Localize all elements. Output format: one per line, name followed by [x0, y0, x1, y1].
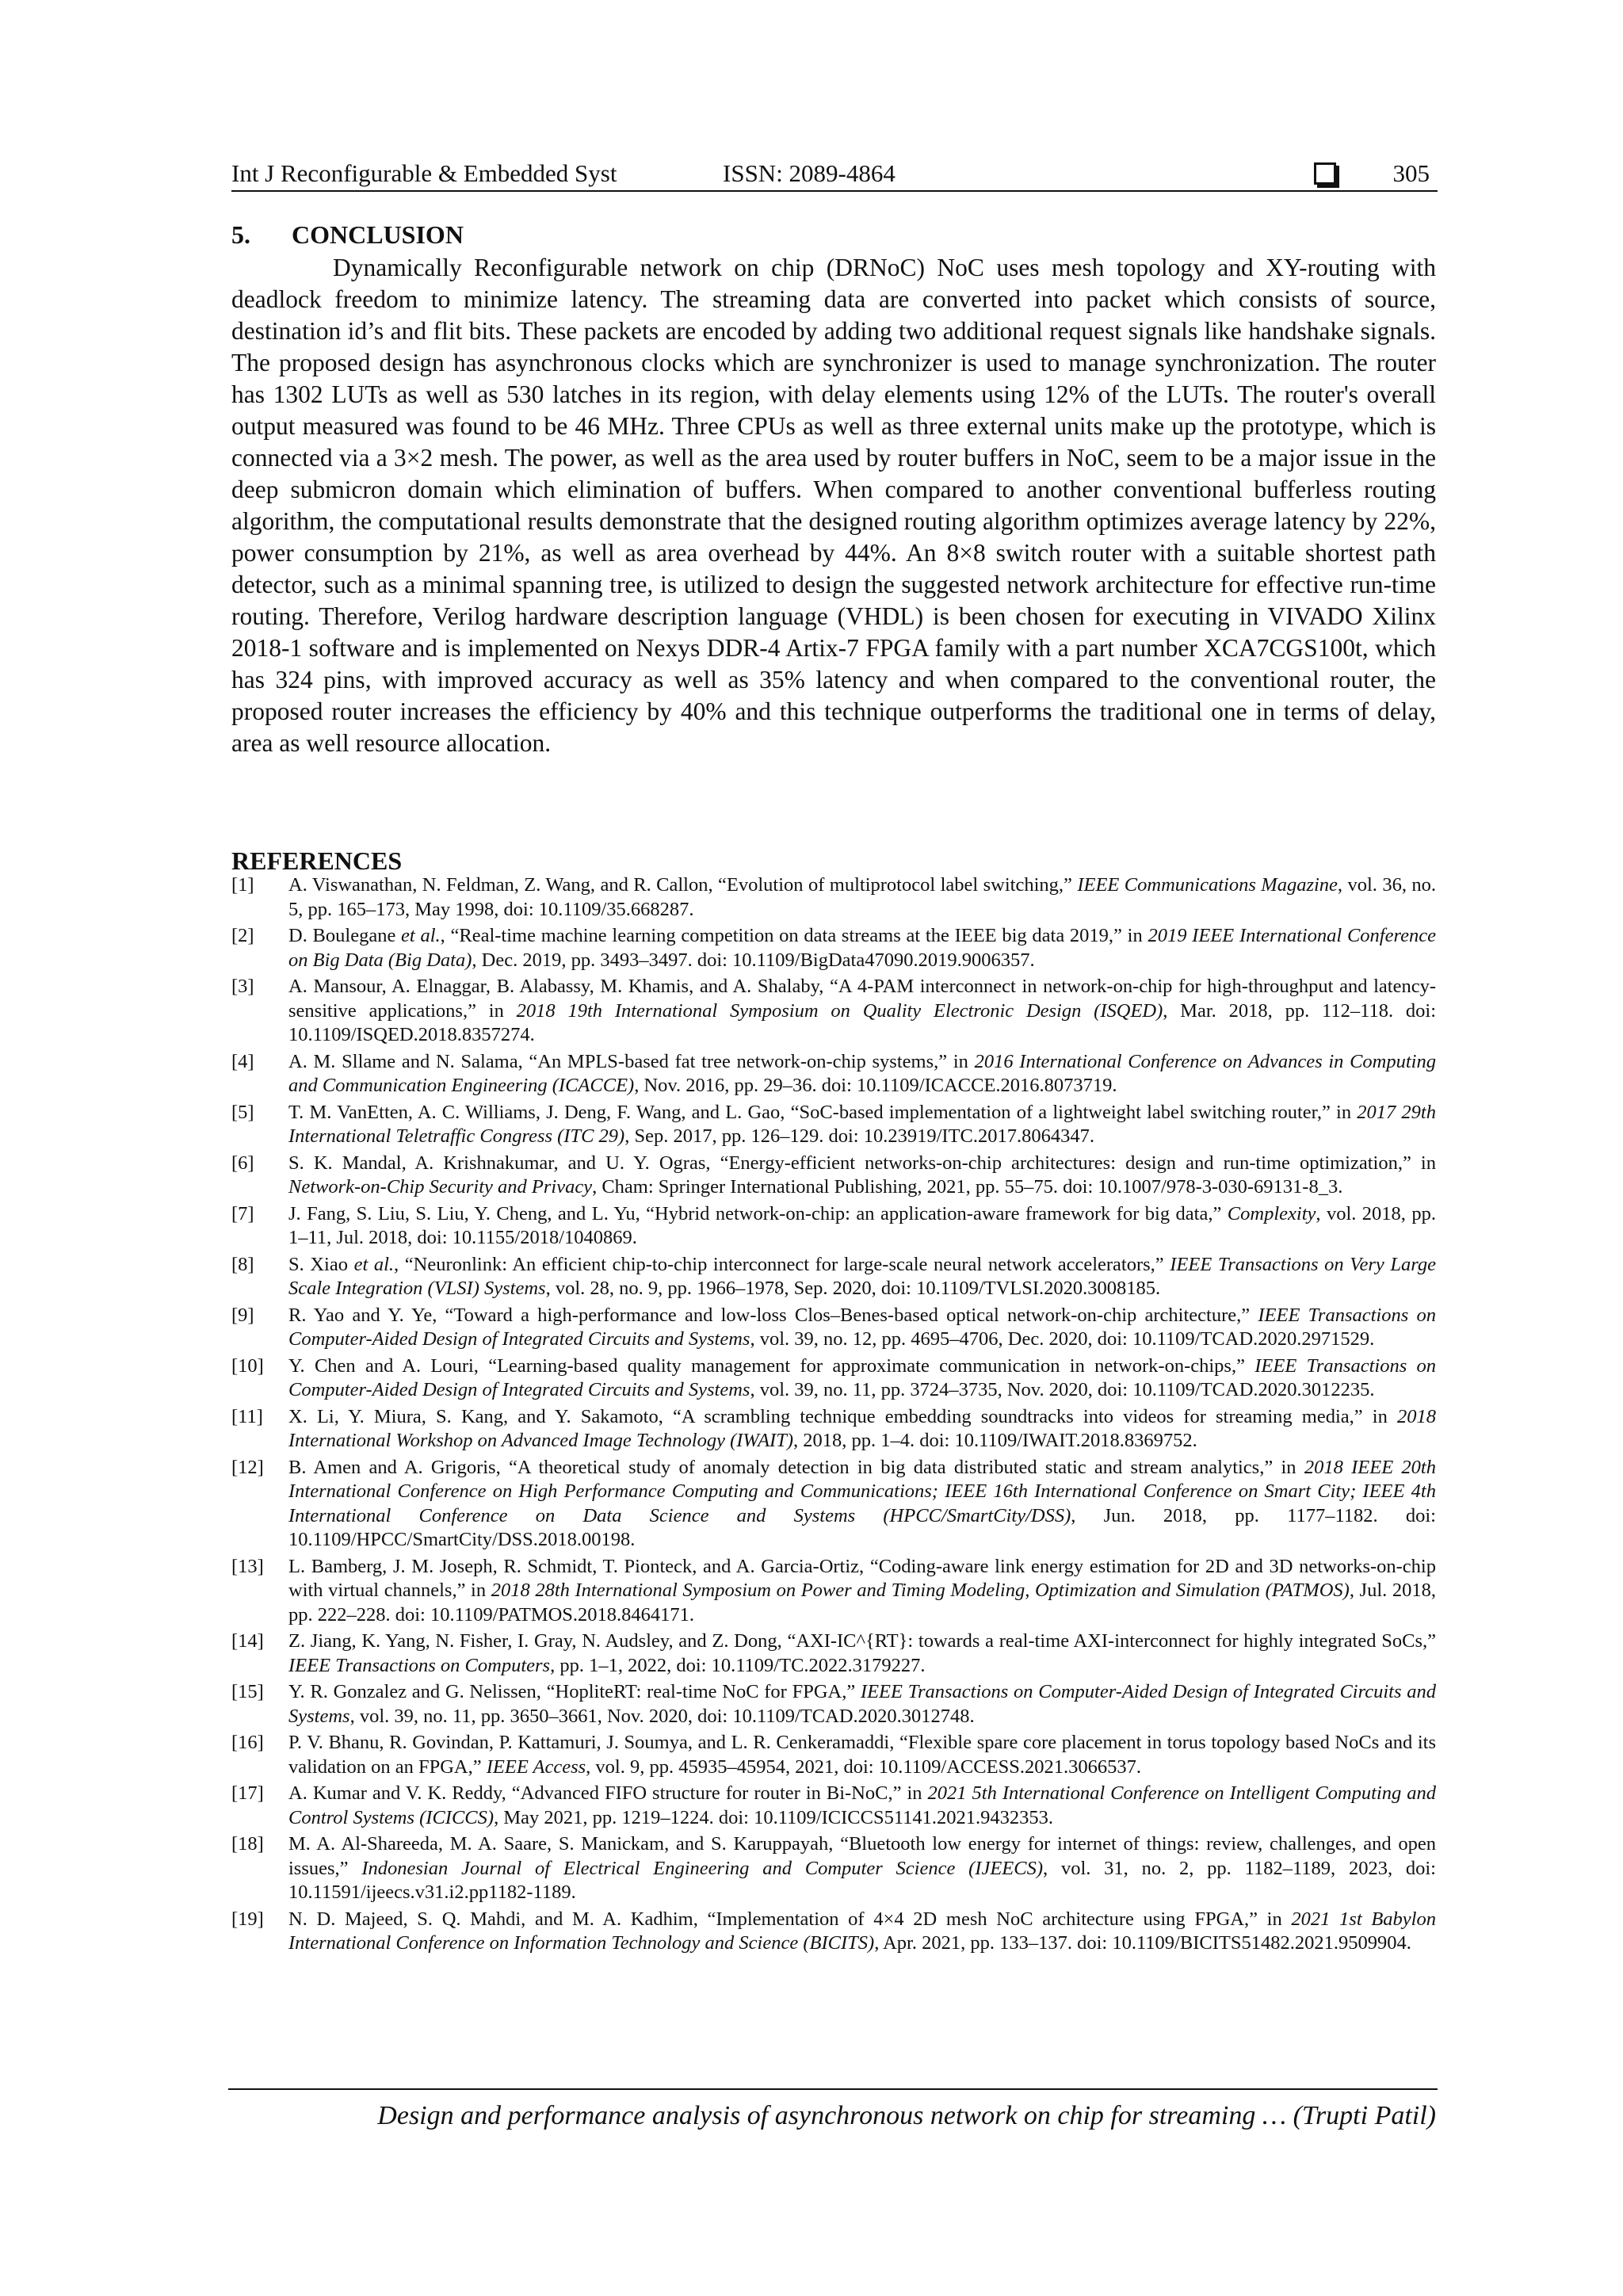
reference-details: , vol. 36, no. 5, pp. 165–173, May 1998, doi: 10.1109/35.668287. [288, 874, 1436, 920]
reference-title: , “Neuronlink: An efficient chip-to-chip interconnect for large-scale neural network accelerators,” [394, 1253, 1170, 1275]
section-number: 5. [231, 220, 250, 249]
reference-venue: IEEE Communications Magazine [1077, 874, 1338, 896]
reference-authors-title: S. Xiao [288, 1253, 354, 1275]
reference-number: [6] [231, 1152, 254, 1174]
reference-venue: Indonesian Journal of Electrical Engineering and Computer Science (IJEECS) [361, 1857, 1044, 1879]
reference-item [231, 1405, 1436, 1454]
reference-number: [11] [231, 1405, 263, 1427]
reference-details: , Mar. 2018, pp. 112–118. doi: 10.1109/ISQED.2018.8357274. [288, 999, 1436, 1045]
reference-details: , Apr. 2021, pp. 133–137. doi: 10.1109/BICITS51482.2021.9509904. [874, 1932, 1411, 1954]
reference-number: [19] [231, 1908, 264, 1930]
reference-item [231, 975, 1436, 1048]
conclusion-heading [231, 219, 464, 250]
reference-number: [15] [231, 1681, 264, 1702]
reference-number: [10] [231, 1354, 264, 1377]
reference-number: [14] [231, 1630, 264, 1652]
reference-number: [16] [231, 1732, 264, 1753]
reference-item [231, 1908, 1436, 1956]
reference-number: [12] [231, 1456, 264, 1478]
references-list [231, 873, 1436, 1958]
reference-authors-title: J. Fang, S. Liu, S. Liu, Y. Cheng, and L. Yu, “Hybrid network-on-chip: an application-aware framework for big data,” [288, 1202, 1228, 1224]
reference-authors-title: A. Kumar and V. K. Reddy, “Advanced FIFO structure for router in Bi-NoC,” in [288, 1782, 928, 1804]
reference-authors-title: Z. Jiang, K. Yang, N. Fisher, I. Gray, N. Audsley, and Z. Dong, “AXI-IC^{RT}: towards a real-time AXI-interconnect for highly integrated SoCs,” [288, 1630, 1436, 1652]
reference-authors-title: D. Boulegane [288, 925, 402, 946]
running-footer: Design and performance analysis of asynchronous network on chip for streaming … (Trupti Patil) [377, 2101, 1436, 2130]
reference-number: [18] [231, 1833, 264, 1855]
reference-venue: IEEE Transactions on Very Large Scale Integration (VLSI) Systems [288, 1253, 1436, 1299]
reference-details: , Sep. 2017, pp. 126–129. doi: 10.23919/ITC.2017.8064347. [624, 1125, 1094, 1147]
reference-item [231, 1629, 1436, 1678]
reference-item [231, 1202, 1436, 1251]
reference-item [231, 1152, 1436, 1200]
reference-details: , Jun. 2018, pp. 1177–1182. doi: 10.1109/HPCC/SmartCity/DSS.2018.00198. [288, 1504, 1436, 1550]
reference-details: , May 2021, pp. 1219–1224. doi: 10.1109/ICICCS51141.2021.9432353. [494, 1806, 1054, 1828]
reference-number: [13] [231, 1555, 264, 1577]
reference-item [231, 1555, 1436, 1628]
reference-number: [2] [231, 925, 254, 946]
reference-item [231, 1731, 1436, 1779]
reference-authors-title: R. Yao and Y. Ye, “Toward a high-performance and low-loss Clos–Benes-based optical network-on-chip architecture,” [288, 1304, 1258, 1326]
reference-details: , 2018, pp. 1–4. doi: 10.1109/IWAIT.2018.8369752. [793, 1430, 1197, 1451]
section-title: CONCLUSION [292, 220, 464, 249]
reference-venue: 2018 28th International Symposium on Power and Timing Modeling, Optimization and Simulation (PATMOS) [491, 1580, 1350, 1601]
reference-et-al: et al. [353, 1253, 395, 1275]
reference-details: , vol. 28, no. 9, pp. 1966–1978, Sep. 2020, doi: 10.1109/TVLSI.2020.3008185. [545, 1278, 1161, 1299]
reference-item [231, 1680, 1436, 1729]
reference-venue: IEEE Transactions on Computers [288, 1654, 551, 1676]
reference-venue: 2016 International Conference on Advances in Computing and Communication Engineering (ICACCE) [288, 1050, 1436, 1096]
reference-number: [4] [231, 1050, 254, 1072]
reference-venue: 2017 29th International Teletraffic Congress (ITC 29) [288, 1101, 1436, 1147]
reference-number: [3] [231, 976, 254, 997]
reference-details: , vol. 9, pp. 45935–45954, 2021, doi: 10.1109/ACCESS.2021.3066537. [586, 1755, 1141, 1778]
footer-rule [228, 2088, 1438, 2090]
reference-authors-title: S. K. Mandal, A. Krishnakumar, and U. Y. Ogras, “Energy-efficient networks-on-chip architectures: design and run-time optimization,” in [288, 1152, 1436, 1174]
reference-item [231, 1304, 1436, 1352]
reference-venue: 2018 IEEE 20th International Conference on High Performance Computing and Communications; IEEE 16th International Conference on Smart City; IEEE 4th International Conference on Data Science and Systems (HPCC/SmartCity/DSS) [288, 1456, 1436, 1526]
reference-venue: IEEE Access [486, 1755, 586, 1778]
reference-item [231, 924, 1436, 972]
reference-venue: 2018 19th International Symposium on Quality Electronic Design (ISQED) [516, 999, 1163, 1022]
reference-authors-title: M. A. Al-Shareeda, M. A. Saare, S. Manickam, and S. Karuppayah, “Bluetooth low energy for internet of things: review, challenges, and open issues,” [288, 1833, 1436, 1879]
reference-venue: Network-on-Chip Security and Privacy [288, 1176, 593, 1198]
reference-details: , Jul. 2018, pp. 222–228. doi: 10.1109/PATMOS.2018.8464171. [288, 1580, 1437, 1626]
reference-details: , vol. 39, no. 11, pp. 3724–3735, Nov. 2020, doi: 10.1109/TCAD.2020.3012235. [750, 1379, 1375, 1400]
reference-venue: 2021 1st Babylon International Conference on Information Technology and Science (BICITS) [288, 1908, 1436, 1954]
references-heading: REFERENCES [231, 846, 403, 875]
journal-name: Int J Reconfigurable & Embedded Syst [231, 159, 617, 187]
reference-item [231, 873, 1436, 922]
reference-number: [8] [231, 1253, 254, 1275]
reference-authors-title: N. D. Majeed, S. Q. Mahdi, and M. A. Kadhim, “Implementation of 4×4 2D mesh NoC architecture using FPGA,” in [288, 1908, 1292, 1930]
reference-venue: IEEE Transactions on Computer-Aided Design of Integrated Circuits and Systems [288, 1354, 1437, 1400]
reference-number: [9] [231, 1304, 254, 1326]
page-number: 305 [1392, 159, 1430, 187]
running-header [231, 155, 1436, 192]
reference-item [231, 1101, 1436, 1149]
reference-number: [17] [231, 1782, 264, 1804]
reference-venue: Complexity [1227, 1202, 1316, 1224]
reference-item [231, 1832, 1436, 1905]
header-rule [231, 190, 1438, 192]
reference-details: , Nov. 2016, pp. 29–36. doi: 10.1109/ICACCE.2016.8073719. [634, 1075, 1117, 1096]
reference-venue: IEEE Transactions on Computer-Aided Design of Integrated Circuits and Systems [288, 1681, 1436, 1727]
reference-venue: 2018 International Workshop on Advanced Image Technology (IWAIT) [288, 1405, 1436, 1451]
reference-authors-title: P. V. Bhanu, R. Govindan, P. Kattamuri, J. Soumya, and L. R. Cenkeramaddi, “Flexible spare core placement in torus topology based NoCs and its validation on an FPGA,” [288, 1732, 1436, 1778]
reference-venue: 2019 IEEE International Conference on Big Data (Big Data) [288, 925, 1436, 971]
reference-et-al: et al. [401, 925, 441, 946]
reference-details: , Cham: Springer International Publishing, 2021, pp. 55–75. doi: 10.1007/978-3-030-69131-8_3. [592, 1176, 1343, 1198]
conclusion-body: Dynamically Reconfigurable network on chip (DRNoC) NoC uses mesh topology and XY-routing with deadlock freedom to minimize latency. The streaming data are converted into packet which consists of source, destination id’s and flit bits. These packets are encoded by adding two additional request signals like handshake signals. The proposed design has asynchronous clocks which are synchronizer is used to manage synchronization. The router has 1302 LUTs as well as 530 latches in its region, with delay elements using 12% of the LUTs. The router's overall output measured was found to be 46 MHz. Three CPUs as well as three external units make up the prototype, which is connected via a 3×2 mesh. The power, as well as the area used by router buffers in NoC, seem to be a major issue in the deep submicron domain which elimination of buffers. When compared to another conventional bufferless routing algorithm, the computational results demonstrate that the designed routing algorithm optimizes average latency by 22%, power consumption by 21%, as well as area overhead by 44%. An 8×8 switch router with a suitable shortest path detector, such as a minimal spanning tree, is utilized to design the suggested network architecture for effective run-time routing. Therefore, Verilog hardware description language (VHDL) is been chosen for executing in VIVADO Xilinx 2018-1 software and is implemented on Nexys DDR-4 Artix-7 FPGA family with a part number XCA7CGS100t, which has 324 pins, with improved accuracy as well as 35% latency and when compared to the conventional router, the proposed router increases the efficiency by 40% and this technique outperforms the traditional one in terms of delay, area as well resource allocation. [231, 254, 1436, 757]
reference-authors-title: L. Bamberg, J. M. Joseph, R. Schmidt, T. Pionteck, and A. Garcia-Ortiz, “Coding-aware link energy estimation for 2D and 3D networks-on-chip with virtual channels,” in [288, 1555, 1436, 1601]
reference-authors-title: Y. Chen and A. Louri, “Learning-based quality management for approximate communication in network-on-chips,” [288, 1354, 1255, 1377]
reference-title: , “Real-time machine learning competition on data streams at the IEEE big data 2019,” in [440, 925, 1148, 946]
reference-item [231, 1782, 1436, 1830]
reference-details: , Dec. 2019, pp. 3493–3497. doi: 10.1109/BigData47090.2019.9006357. [472, 949, 1035, 971]
reference-item [231, 1253, 1436, 1301]
reference-venue: 2021 5th International Conference on Intelligent Computing and Control Systems (ICICCS) [288, 1782, 1436, 1828]
issn: ISSN: 2089-4864 [723, 159, 896, 187]
reference-authors-title: T. M. VanEtten, A. C. Williams, J. Deng, F. Wang, and L. Gao, “SoC-based implementation of a lightweight label switching router,” in [288, 1101, 1358, 1123]
reference-details: , pp. 1–1, 2022, doi: 10.1109/TC.2022.3179227. [550, 1654, 926, 1676]
reference-number: [1] [231, 874, 254, 896]
reference-authors-title: B. Amen and A. Grigoris, “A theoretical study of anomaly detection in big data distributed static and stream analytics,” in [288, 1456, 1304, 1478]
reference-details: , vol. 39, no. 12, pp. 4695–4706, Dec. 2020, doi: 10.1109/TCAD.2020.2971529. [750, 1328, 1375, 1350]
reference-number: [5] [231, 1101, 254, 1123]
reference-item [231, 1456, 1436, 1553]
reference-item [231, 1354, 1436, 1403]
checkbox-square-icon [1314, 162, 1336, 185]
reference-details: , vol. 39, no. 11, pp. 3650–3661, Nov. 2020, doi: 10.1109/TCAD.2020.3012748. [349, 1705, 975, 1727]
reference-details: , vol. 31, no. 2, pp. 1182–1189, 2023, doi: 10.11591/ijeecs.v31.i2.pp1182-1189. [288, 1857, 1436, 1903]
reference-authors-title: A. M. Sllame and N. Salama, “An MPLS-based fat tree network-on-chip systems,” in [288, 1050, 975, 1072]
reference-venue: IEEE Transactions on Computer-Aided Design of Integrated Circuits and Systems [288, 1304, 1436, 1350]
reference-authors-title: X. Li, Y. Miura, S. Kang, and Y. Sakamoto, “A scrambling technique embedding soundtracks into videos for streaming media,” in [288, 1405, 1397, 1427]
reference-authors-title: A. Mansour, A. Elnaggar, B. Alabassy, M. Khamis, and A. Shalaby, “A 4-PAM interconnect in network-on-chip for high-throughput and latency-sensitive applications,” in [288, 976, 1436, 1022]
reference-number: [7] [231, 1202, 254, 1224]
reference-authors-title: A. Viswanathan, N. Feldman, Z. Wang, and R. Callon, “Evolution of multiprotocol label switching,” [288, 874, 1078, 896]
reference-item [231, 1050, 1436, 1098]
reference-authors-title: Y. R. Gonzalez and G. Nelissen, “HopliteRT: real-time NoC for FPGA,” [288, 1681, 861, 1702]
reference-details: , vol. 2018, pp. 1–11, Jul. 2018, doi: 10.1155/2018/1040869. [288, 1202, 1436, 1248]
